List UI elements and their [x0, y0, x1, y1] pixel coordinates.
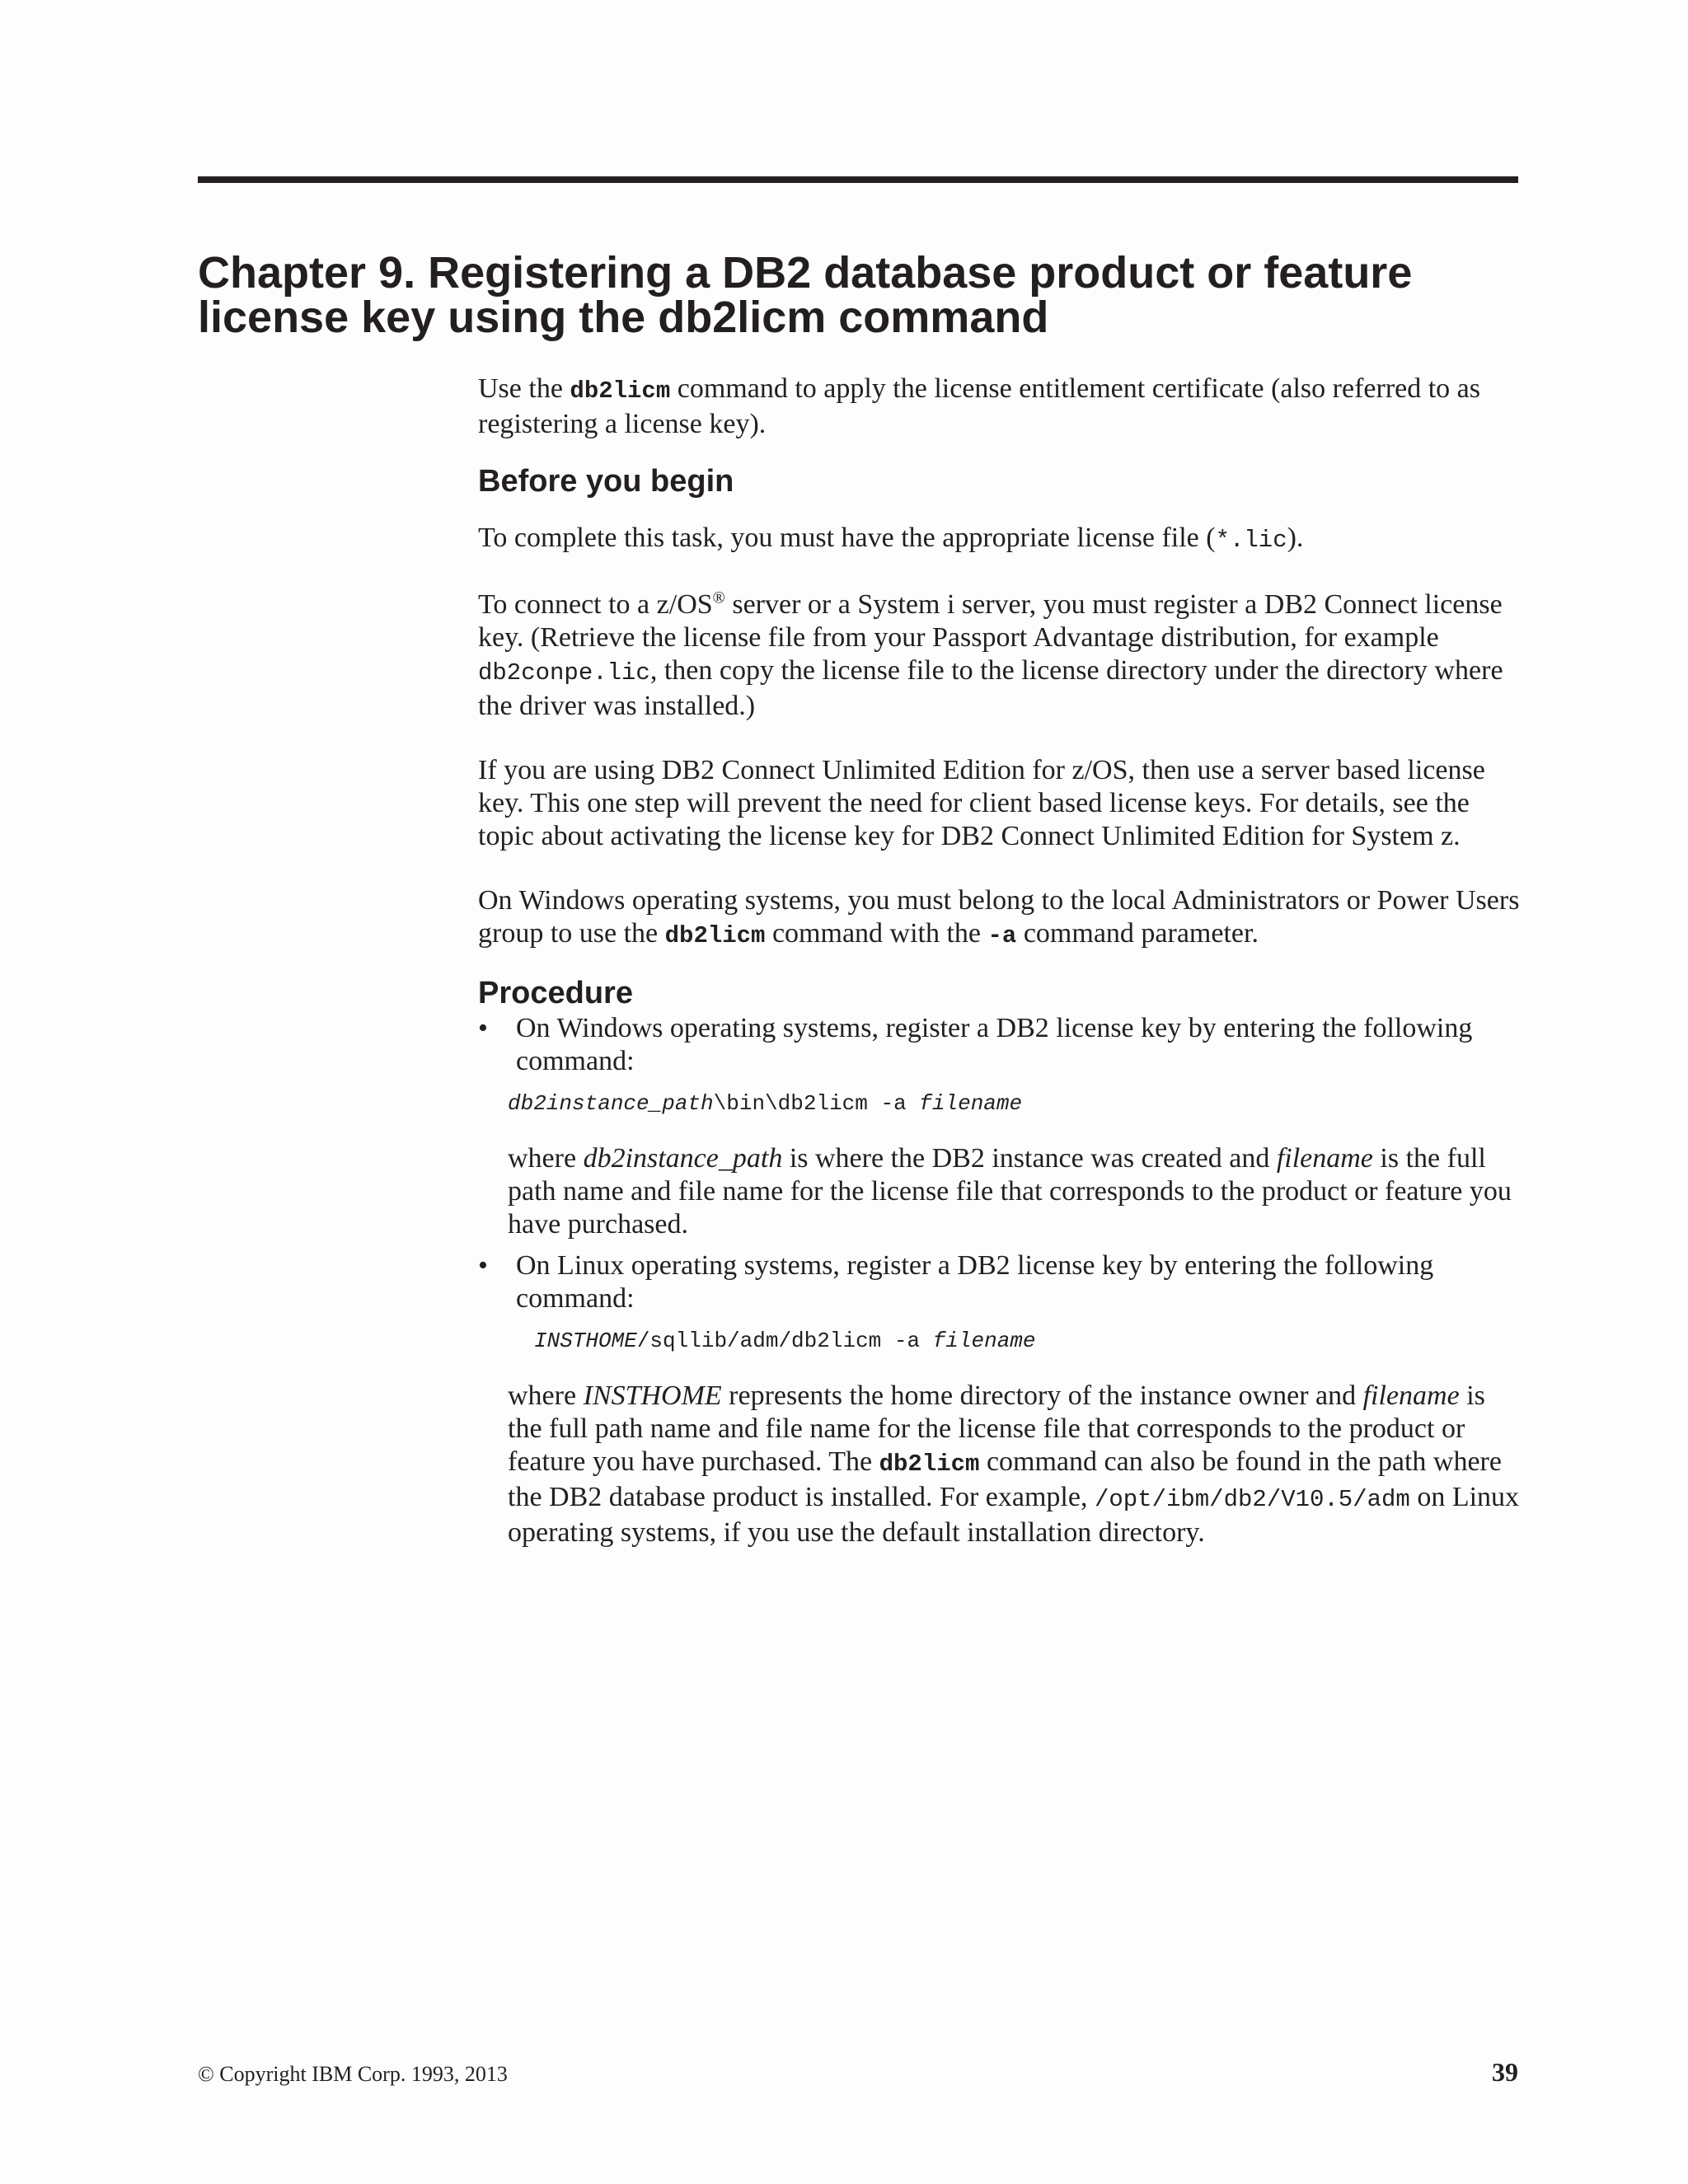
chapter-title — [198, 248, 1550, 342]
explanation-text: on Linux operating systems, if you use the default installation directory. — [508, 1482, 1520, 1548]
explanation-text: represents the home directory of the instance owner and — [721, 1380, 1363, 1411]
chapter-title-line1: Chapter 9. Registering a DB2 database product or feature — [198, 248, 1413, 298]
db2licm-command: db2licm — [879, 1451, 980, 1478]
variable-term: filename — [1276, 1143, 1373, 1174]
license-file-text: To complete this task, you must have the appropriate license file ( — [478, 523, 1216, 553]
variable-term: INSTHOME — [583, 1380, 722, 1411]
variable-term: filename — [1362, 1380, 1460, 1411]
linux-command — [508, 1327, 1525, 1355]
install-path: /opt/ibm/db2/V10.5/adm — [1094, 1486, 1410, 1513]
code-variable: db2instance_path — [508, 1091, 714, 1116]
unlimited-edition-paragraph: If you are using DB2 Connect Unlimited Edition for z/OS, then use a server based license key. This one step will prevent the need for client based license keys. For details, see the topic about activating the license key for DB2 Connect Unlimited Edition for System z. — [478, 755, 1485, 851]
db2licm-command: db2licm — [570, 377, 671, 405]
code-variable: filename — [919, 1091, 1023, 1116]
before-you-begin-heading: Before you begin — [478, 464, 734, 499]
zos-text: To connect to a z/OS — [478, 589, 713, 620]
linux-step: On Linux operating systems, register a DB2 license key by entering the following command: — [516, 1250, 1434, 1314]
procedure-heading: Procedure — [478, 976, 633, 1010]
variable-term: db2instance_path — [583, 1143, 783, 1174]
intro-text: Use the — [478, 373, 570, 404]
page-number: 39 — [1492, 2057, 1518, 2087]
intro-paragraph — [478, 373, 1525, 441]
code-text: /sqllib/adm/db2licm -a — [636, 1329, 933, 1353]
procedure-list — [478, 1012, 1525, 1549]
list-item — [478, 1249, 1525, 1549]
linux-explanation — [508, 1380, 1525, 1549]
explanation-text: where — [508, 1380, 584, 1411]
registered-mark: ® — [712, 588, 725, 607]
windows-permissions-end: command parameter. — [1016, 918, 1259, 949]
license-file-paragraph — [478, 522, 1525, 557]
explanation-text: where — [508, 1143, 584, 1174]
explanation-text: is the full path name and file name for the license file that corresponds to the product or feature you have purchased. — [508, 1143, 1512, 1240]
chapter-body — [478, 373, 1525, 1549]
code-variable: filename — [932, 1329, 1036, 1353]
intro-text-rest: command to apply the license entitlement certificate (also referred to as registering a license key). — [478, 373, 1480, 439]
zos-paragraph — [478, 588, 1525, 723]
a-parameter: -a — [987, 922, 1017, 949]
explanation-text: command can also be found in the path where the DB2 database product is installed. For example, — [508, 1446, 1502, 1512]
chapter-rule — [198, 176, 1518, 183]
code-variable: INSTHOME — [534, 1329, 637, 1353]
windows-permissions-text: On Windows operating systems, you must belong to the local Administrators or Power Users group to use the — [478, 885, 1520, 949]
windows-command — [508, 1090, 1525, 1118]
bullet: • — [478, 1013, 488, 1043]
windows-step: On Windows operating systems, register a DB2 license key by entering the following command: — [516, 1013, 1473, 1076]
db2licm-command: db2licm — [664, 922, 766, 949]
lic-extension: *.lic — [1215, 527, 1287, 554]
zos-text-mid: server or a System i server, you must register a DB2 Connect license key. (Retrieve the license file from your Passport Advantage distribution, for example — [478, 589, 1503, 653]
db2conpe-filename: db2conpe.lic — [478, 659, 650, 687]
windows-permissions-paragraph — [478, 884, 1525, 953]
windows-explanation — [508, 1142, 1525, 1241]
chapter-title-line2: license key using the db2licm command — [198, 293, 1049, 342]
windows-permissions-mid: command with the — [765, 918, 988, 949]
copyright-notice: © Copyright IBM Corp. 1993, 2013 — [198, 2062, 508, 2086]
license-file-end: ). — [1287, 523, 1304, 553]
zos-text-end: , then copy the license file to the license directory under the directory where the driver was installed.) — [478, 655, 1503, 721]
explanation-text: is where the DB2 instance was created and — [782, 1143, 1277, 1174]
code-text: \bin\db2licm -a — [713, 1091, 920, 1116]
bullet: • — [478, 1250, 488, 1281]
list-item — [478, 1012, 1525, 1241]
explanation-text: is the full path name and file name for the license file that corresponds to the product or feature you have purchased. The — [508, 1380, 1485, 1477]
